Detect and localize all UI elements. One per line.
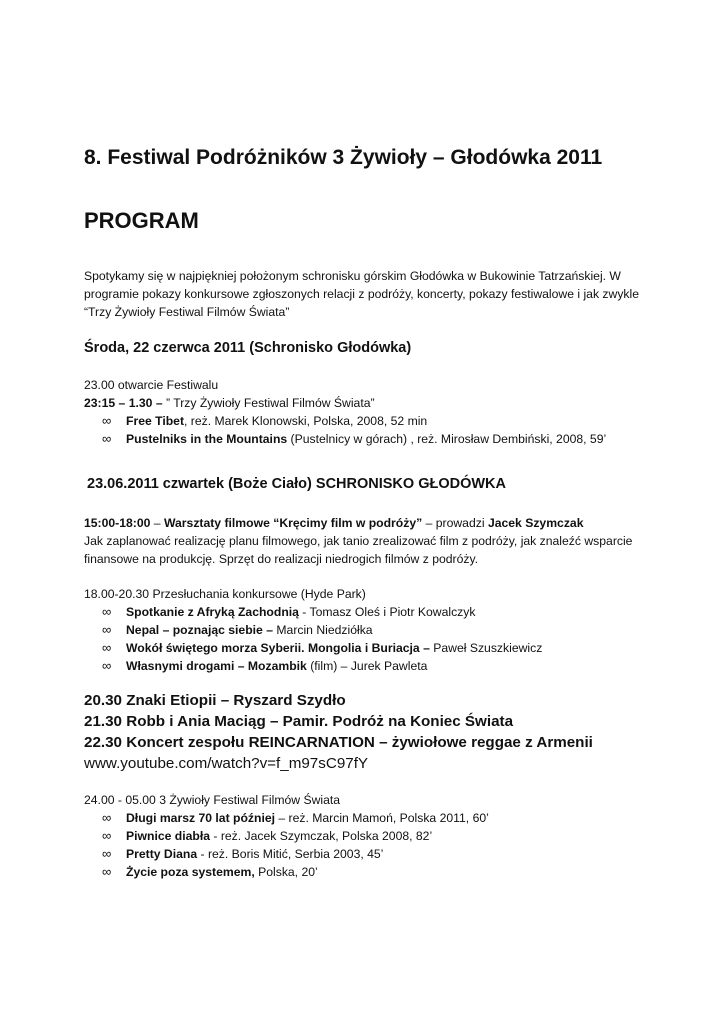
festival-title: 8. Festiwal Podróżników 3 Żywioły – Głodówka 2011 bbox=[84, 146, 603, 169]
workshop-dash: – bbox=[150, 516, 164, 530]
day1-slot-desc: ” Trzy Żywioły Festiwal Filmów Świata” bbox=[162, 396, 375, 410]
workshop-title: Warsztaty filmowe “Kręcimy film w podróży” bbox=[163, 516, 423, 530]
day1-film-list bbox=[84, 412, 659, 448]
talk-details: (film) – Jurek Pawleta bbox=[306, 659, 428, 673]
infinity-bullet-icon: ∞ bbox=[102, 431, 112, 446]
talk-title: Własnymi drogami – Mozambik bbox=[126, 659, 307, 673]
evening-item: 22.30 Koncert zespołu REINCARNATION – żywiołowe reggae z Armenii bbox=[84, 734, 593, 751]
list-item bbox=[84, 863, 659, 881]
film-details: - reż. Boris Mitić, Serbia 2003, 45’ bbox=[197, 847, 384, 861]
intro-paragraph: Spotykamy się w najpiękniej położonym schronisku górskim Głodówka w Bukowinie Tatrzańskiej. W programie pokazy konkursowe zgłoszonych relacji z podróży, koncerty, pokazy festiwalowe i jak zwykle “Trzy Żywioły Festiwal Filmów Świata” bbox=[84, 269, 639, 319]
talk-details: - Tomasz Oleś i Piotr Kowalczyk bbox=[298, 605, 476, 619]
talk-details: Marcin Niedziółka bbox=[273, 623, 373, 637]
workshop-lead: – prowadzi bbox=[422, 516, 488, 530]
infinity-bullet-icon: ∞ bbox=[102, 864, 112, 879]
film-title: Piwnice diabła bbox=[126, 829, 210, 843]
film-title: Długi marsz 70 lat później bbox=[126, 811, 275, 825]
day1-slot bbox=[84, 394, 659, 412]
list-item bbox=[84, 809, 659, 827]
infinity-bullet-icon: ∞ bbox=[102, 413, 112, 428]
film-title: Pustelniks in the Mountains bbox=[126, 432, 288, 446]
infinity-bullet-icon: ∞ bbox=[102, 810, 112, 825]
day2-hearings bbox=[84, 585, 659, 675]
evening-program bbox=[84, 690, 593, 774]
list-item bbox=[84, 657, 659, 675]
infinity-bullet-icon: ∞ bbox=[102, 846, 112, 861]
film-details: – reż. Marcin Mamoń, Polska 2011, 60’ bbox=[275, 811, 489, 825]
film-title: Życie poza systemem, bbox=[126, 865, 255, 879]
film-details: Polska, 20’ bbox=[254, 865, 318, 879]
infinity-bullet-icon: ∞ bbox=[102, 604, 112, 619]
night-line: 24.00 - 05.00 3 Żywioły Festiwal Filmów Świata bbox=[84, 793, 341, 807]
workshop-time: 15:00-18:00 bbox=[84, 516, 151, 530]
day2-workshop bbox=[84, 514, 659, 568]
night-program bbox=[84, 791, 659, 881]
day1-slot-time: 23:15 – 1.30 – bbox=[84, 396, 163, 410]
list-item bbox=[84, 621, 659, 639]
film-details: (Pustelnicy w górach) , reż. Mirosław Dembiński, 2008, 59’ bbox=[287, 432, 607, 446]
list-item bbox=[84, 845, 659, 863]
evening-item: 20.30 Znaki Etiopii – Ryszard Szydło bbox=[84, 692, 346, 709]
film-details: - reż. Jacek Szymczak, Polska 2008, 82’ bbox=[210, 829, 433, 843]
night-film-list bbox=[84, 809, 659, 881]
film-details: , reż. Marek Klonowski, Polska, 2008, 52 min bbox=[184, 414, 428, 428]
talk-title: Wokół świętego morza Syberii. Mongolia i Buriacja – bbox=[126, 641, 430, 655]
list-item bbox=[84, 639, 659, 657]
program-heading: PROGRAM bbox=[84, 208, 199, 233]
workshop-line bbox=[84, 514, 659, 532]
infinity-bullet-icon: ∞ bbox=[102, 828, 112, 843]
day1-opening: 23.00 otwarcie Festiwalu bbox=[84, 378, 219, 392]
evening-item: 21.30 Robb i Ania Maciąg – Pamir. Podróż na Koniec Świata bbox=[84, 713, 514, 730]
talk-details: Paweł Szuszkiewicz bbox=[429, 641, 543, 655]
day1-schedule bbox=[84, 376, 659, 448]
day2-heading: 23.06.2011 czwartek (Boże Ciało) SCHRONISKO GŁODÓWKA bbox=[87, 476, 506, 492]
youtube-link[interactable]: www.youtube.com/watch?v=f_m97sC97fY bbox=[84, 755, 369, 772]
day1-heading: Środa, 22 czerwca 2011 (Schronisko Głodówka) bbox=[84, 340, 412, 356]
list-item bbox=[84, 603, 659, 621]
talks-list bbox=[84, 603, 659, 675]
hearings-line: 18.00-20.30 Przesłuchania konkursowe (Hyde Park) bbox=[84, 587, 366, 601]
talk-title: Spotkanie z Afryką Zachodnią bbox=[126, 605, 299, 619]
infinity-bullet-icon: ∞ bbox=[102, 622, 112, 637]
film-title: Pretty Diana bbox=[126, 847, 198, 861]
list-item bbox=[84, 827, 659, 845]
infinity-bullet-icon: ∞ bbox=[102, 640, 112, 655]
workshop-host: Jacek Szymczak bbox=[487, 516, 584, 530]
list-item bbox=[84, 430, 659, 448]
workshop-description: Jak zaplanować realizację planu filmowego, jak tanio zrealizować film z podróży, jak znaleźć wsparcie finansowe na produkcję. Sprzęt do realizacji niedrogich filmów z podróży. bbox=[84, 534, 633, 566]
film-title: Free Tibet bbox=[126, 414, 185, 428]
infinity-bullet-icon: ∞ bbox=[102, 658, 112, 673]
talk-title: Nepal – poznając siebie – bbox=[126, 623, 273, 637]
list-item bbox=[84, 412, 659, 430]
